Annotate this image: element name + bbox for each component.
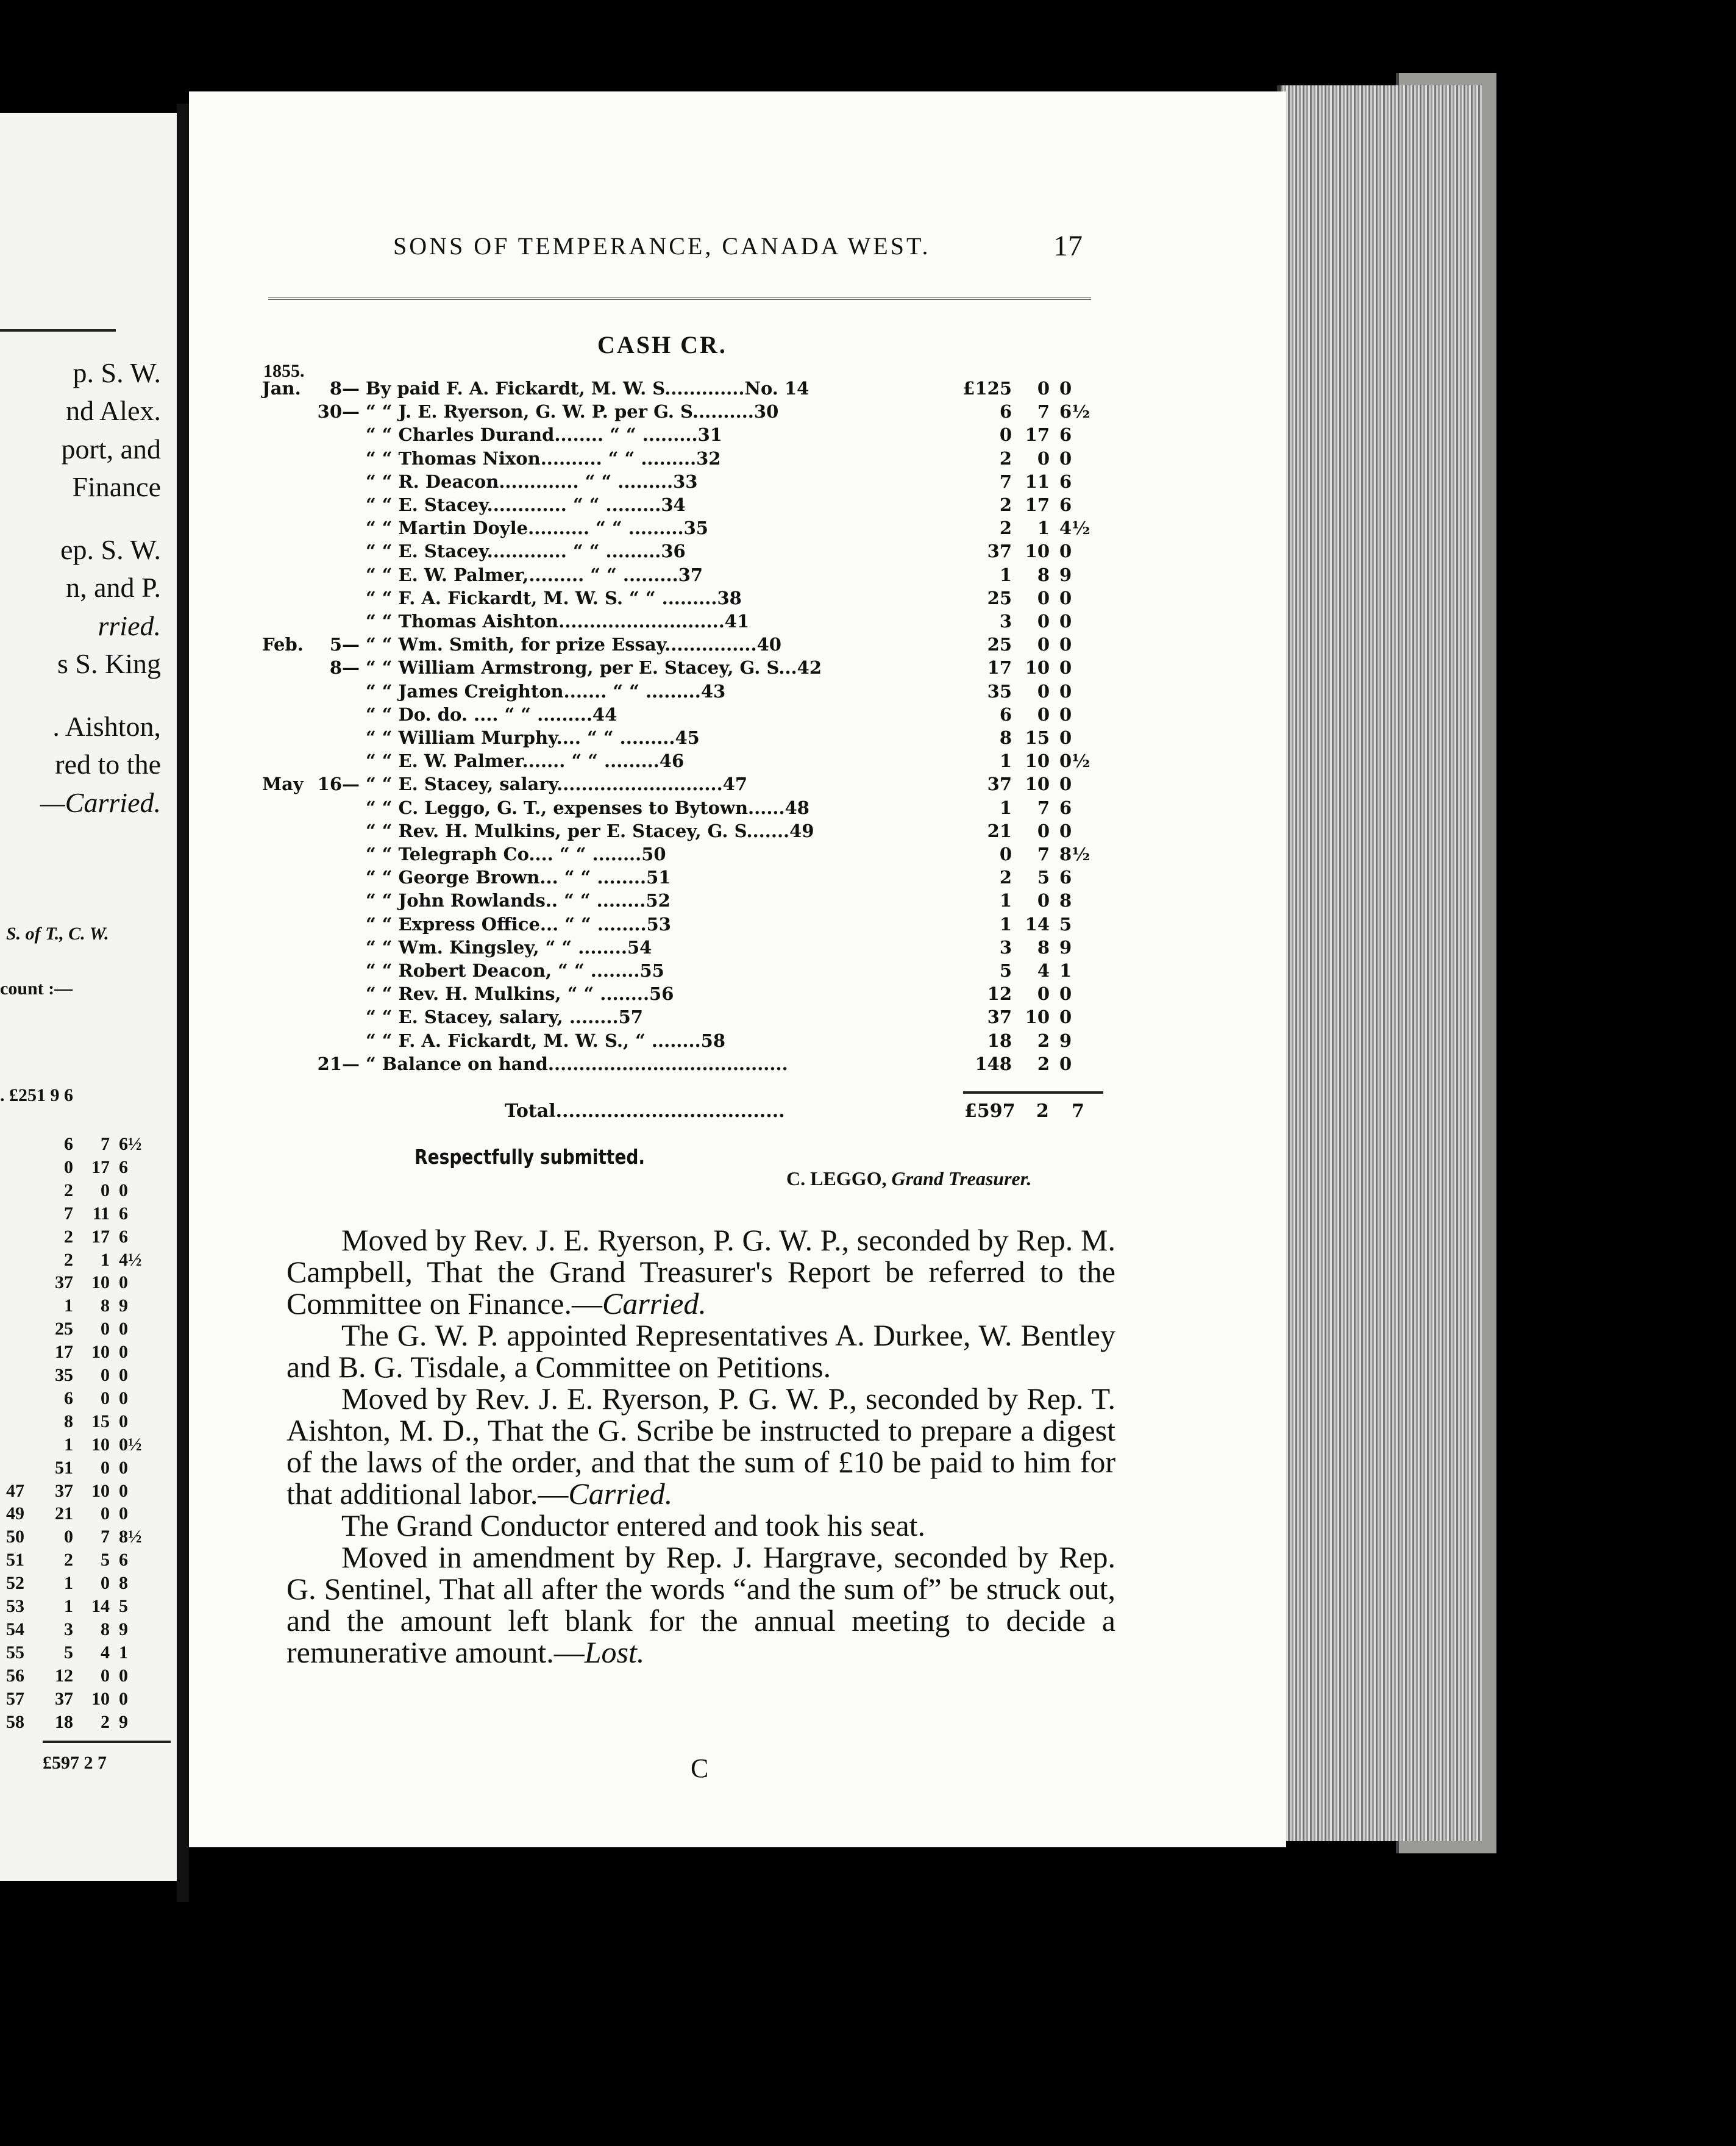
entry-description: “ “ Thomas Aishton...........................41 xyxy=(366,611,750,632)
facing-amount-cell: 6½ xyxy=(119,1134,142,1154)
facing-amount-cell: 47 xyxy=(6,1480,24,1501)
facing-amount-cell: 15 xyxy=(91,1411,110,1431)
entry-pounds: 3 xyxy=(999,611,1012,632)
facing-text-fragment: . Aishton, xyxy=(52,711,161,742)
facing-amount-cell: 8 xyxy=(101,1619,110,1639)
facing-amount-cell: 0 xyxy=(119,1480,128,1501)
entry-shillings: 0 xyxy=(1037,611,1050,632)
facing-amount-cell: 2 xyxy=(64,1249,73,1270)
entry-pence: 0 xyxy=(1059,774,1072,795)
facing-amount-cell: 18 xyxy=(55,1711,73,1732)
entry-shillings: 0 xyxy=(1037,587,1050,608)
facing-amount-cell: 17 xyxy=(55,1342,73,1363)
entry-description: “ “ F. A. Fickardt, M. W. S. “ “ .........38 xyxy=(366,587,742,608)
entry-shillings: 0 xyxy=(1037,983,1050,1005)
entry-pounds: 1 xyxy=(999,797,1012,818)
entry-description: “ “ Wm. Smith, for prize Essay...............40 xyxy=(366,634,781,655)
facing-amount-cell: 0 xyxy=(101,1365,110,1385)
entry-shillings: 0 xyxy=(1037,447,1050,469)
treasurer-title: Grand Treasurer. xyxy=(891,1167,1032,1189)
entry-day: 5— xyxy=(329,634,360,655)
entry-shillings: 10 xyxy=(1025,541,1050,562)
facing-amount-cell: 0 xyxy=(64,1527,73,1547)
facing-amount-cell: 0 xyxy=(119,1180,128,1200)
facing-amount-cell: 49 xyxy=(6,1503,24,1524)
facing-amount-cell: 35 xyxy=(55,1365,73,1385)
facing-amount-cell: 5 xyxy=(101,1550,110,1570)
facing-amount-cell: 1 xyxy=(119,1642,128,1663)
facing-amount-cell: 0 xyxy=(119,1365,128,1385)
facing-amount-cell: 0 xyxy=(119,1411,128,1431)
entry-description: “ “ Thomas Nixon.......... “ “ .........32 xyxy=(366,447,721,469)
entry-pounds: 2 xyxy=(999,867,1012,888)
facing-amount-cell: 2 xyxy=(64,1550,73,1570)
top-rule xyxy=(0,329,116,332)
entry-pounds: 0 xyxy=(999,424,1012,446)
gutter xyxy=(177,104,189,1902)
entry-description: “ “ William Murphy.... “ “ .........45 xyxy=(366,727,700,748)
entry-month: May xyxy=(262,774,304,795)
entry-shillings: 8 xyxy=(1037,936,1050,958)
entry-description: “ “ J. E. Ryerson, G. W. P. per G. S..........30 xyxy=(366,401,779,422)
entry-pence: 0 xyxy=(1059,680,1072,702)
facing-amount-cell: 5 xyxy=(119,1596,128,1616)
facing-amount-cell: 3 xyxy=(64,1619,73,1639)
header-rule xyxy=(268,298,1091,302)
facing-amount-cell: 9 xyxy=(119,1711,128,1732)
entry-pence: 0 xyxy=(1059,820,1072,841)
entry-pence: 9 xyxy=(1059,1030,1072,1051)
facing-amount-cell: 8 xyxy=(64,1411,73,1431)
entry-day: 30— xyxy=(317,401,360,422)
paragraph-text: Moved in amendment by Rep. J. Hargrave, seconded by Rep. G. Sentinel, That all after the words “and the sum of” be struck out, and the amount left blank for the annual meeting to decide a remunerative amount.— xyxy=(286,1540,1115,1669)
entry-description: “ “ R. Deacon............. “ “ .........33 xyxy=(366,471,698,492)
facing-amount-cell: 53 xyxy=(6,1596,24,1616)
entry-description: “ “ E. Stacey............. “ “ .........36 xyxy=(366,541,686,562)
entry-pounds: 37 xyxy=(987,774,1012,795)
entry-pounds: 37 xyxy=(987,1007,1012,1028)
entry-shillings: 5 xyxy=(1037,867,1050,888)
facing-first-total: . £251 9 6 xyxy=(0,1085,73,1105)
facing-amount-cell: 56 xyxy=(6,1665,24,1686)
paragraph-outcome: Carried. xyxy=(602,1286,706,1321)
entry-description: “ “ Rev. H. Mulkins, “ “ ........56 xyxy=(366,983,674,1005)
entry-shillings: 4 xyxy=(1037,960,1050,981)
facing-amount-cell: 2 xyxy=(64,1226,73,1247)
facing-text-fragment: —Carried. xyxy=(40,787,161,818)
section-title: CASH CR. xyxy=(597,331,727,358)
facing-amount-cell: 0 xyxy=(101,1503,110,1524)
facing-amount-cell: 10 xyxy=(91,1688,110,1709)
total-pounds: £597 xyxy=(964,1100,1016,1122)
entry-pence: 6 xyxy=(1059,471,1072,492)
facing-amount-cell: 51 xyxy=(55,1457,73,1478)
facing-amount-cell: 17 xyxy=(91,1226,110,1247)
facing-amount-cell: 1 xyxy=(64,1596,73,1616)
entry-description: “ “ John Rowlands.. “ “ ........52 xyxy=(366,890,671,911)
facing-amount-cell: 51 xyxy=(6,1550,24,1570)
entry-shillings: 10 xyxy=(1025,657,1050,679)
facing-text-fragment: ep. S. W. xyxy=(60,534,161,565)
facing-amount-cell: 0 xyxy=(119,1665,128,1686)
entry-description: “ “ E. Stacey, salary...........................47 xyxy=(366,774,748,795)
facing-amount-cell: 1 xyxy=(64,1296,73,1316)
entry-pounds: 8 xyxy=(999,727,1012,748)
entry-description: “ “ Do. do. .... “ “ .........44 xyxy=(366,704,617,725)
paragraph-text: The G. W. P. appointed Representatives A. Durkee, W. Bentley and B. G. Tisdale, a Committee on Petitions. xyxy=(286,1318,1115,1384)
entry-pence: 0 xyxy=(1059,1053,1072,1074)
entry-pounds: 17 xyxy=(987,657,1012,679)
entry-description: “ “ C. Leggo, G. T., expenses to Bytown......48 xyxy=(366,797,809,818)
entry-description: By paid F. A. Fickardt, M. W. S.............No. 14 xyxy=(366,378,809,399)
total-pence: 7 xyxy=(1072,1100,1084,1122)
total-rule xyxy=(963,1091,1103,1094)
entry-pounds: 21 xyxy=(987,820,1012,841)
entry-shillings: 2 xyxy=(1037,1053,1050,1074)
facing-grand-total: £597 2 7 xyxy=(43,1753,107,1773)
paragraph-text: Moved by Rev. J. E. Ryerson, P. G. W. P., seconded by Rep. T. Aishton, M. D., That the G. Scribe be instructed to prepare a digest of the laws of the order, and that the sum of £10 be paid to him for that additional labor.— xyxy=(286,1381,1115,1511)
entry-description: “ Balance on hand....................................... xyxy=(366,1053,788,1074)
entry-day: 8— xyxy=(329,378,360,399)
facing-text-fragment: s S. King xyxy=(57,648,161,679)
facing-amount-cell: 54 xyxy=(6,1619,24,1639)
facing-text-fragment: port, and xyxy=(61,433,161,465)
facing-amount-cell: 6 xyxy=(119,1157,128,1177)
entry-pounds: 1 xyxy=(999,890,1012,911)
facing-amount-cell: 0 xyxy=(101,1180,110,1200)
facing-amount-cell: 6 xyxy=(64,1134,73,1154)
entry-shillings: 0 xyxy=(1037,890,1050,911)
minutes-paragraph xyxy=(286,1510,1115,1541)
facing-amount-cell: 10 xyxy=(91,1342,110,1363)
paragraph-outcome: Lost. xyxy=(584,1635,645,1669)
entry-shillings: 0 xyxy=(1037,704,1050,725)
entry-pence: 8½ xyxy=(1059,844,1090,864)
entry-pounds: 1 xyxy=(999,750,1012,772)
entry-shillings: 8 xyxy=(1037,564,1050,585)
entry-pence: 4½ xyxy=(1059,518,1090,539)
facing-heading: S. of T., C. W. xyxy=(6,924,109,944)
entry-pence: 6 xyxy=(1059,494,1072,515)
entry-description: “ “ Robert Deacon, “ “ ........55 xyxy=(366,960,664,981)
paragraph-text: The Grand Conductor entered and took his seat. xyxy=(341,1508,926,1542)
entry-shillings: 7 xyxy=(1037,401,1050,422)
facing-amount-cell: 10 xyxy=(91,1272,110,1293)
facing-text-fragment: p. S. W. xyxy=(73,357,161,388)
facing-account-label: count :— xyxy=(0,979,73,999)
facing-amount-cell: 58 xyxy=(6,1711,24,1732)
signature-mark: C xyxy=(691,1753,709,1783)
entry-shillings: 17 xyxy=(1025,494,1050,515)
entry-pence: 0 xyxy=(1059,1007,1072,1028)
facing-amount-cell: 10 xyxy=(91,1480,110,1501)
entry-shillings: 0 xyxy=(1037,378,1050,399)
entry-pounds: £125 xyxy=(962,378,1012,399)
entry-shillings: 17 xyxy=(1025,424,1050,446)
entry-pence: 6½ xyxy=(1059,401,1090,422)
entry-pounds: 148 xyxy=(975,1053,1012,1074)
facing-amount-cell: 55 xyxy=(6,1642,24,1663)
entry-shillings: 10 xyxy=(1025,1007,1050,1028)
facing-text-fragment: red to the xyxy=(55,749,161,780)
paragraph-outcome: Carried. xyxy=(568,1477,673,1511)
facing-amount-cell: 1 xyxy=(64,1434,73,1455)
facing-amount-cell: 2 xyxy=(64,1180,73,1200)
minutes-paragraph xyxy=(286,1541,1115,1668)
facing-amount-cell: 8 xyxy=(101,1296,110,1316)
entry-shillings: 2 xyxy=(1037,1030,1050,1051)
facing-total-rule xyxy=(43,1741,171,1743)
treasurer-name: C. LEGGO, xyxy=(786,1167,887,1189)
facing-amount-cell: 0 xyxy=(119,1272,128,1293)
facing-amount-cell: 0 xyxy=(101,1457,110,1478)
entry-description: “ “ Rev. H. Mulkins, per E. Stacey, G. S.......49 xyxy=(366,820,814,841)
entry-pence: 8 xyxy=(1059,890,1072,911)
entry-shillings: 15 xyxy=(1025,727,1050,748)
entry-description: “ “ Express Office... “ “ ........53 xyxy=(366,913,671,935)
entry-description: “ “ James Creighton....... “ “ .........43 xyxy=(366,680,726,702)
facing-amount-cell: 0 xyxy=(64,1157,73,1177)
entry-pence: 9 xyxy=(1059,936,1072,958)
entry-pence: 9 xyxy=(1059,564,1072,585)
entry-pounds: 0 xyxy=(999,844,1012,864)
respectfully-submitted: Respectfully submitted. xyxy=(414,1145,646,1169)
facing-amount-cell: 21 xyxy=(55,1503,73,1524)
facing-amount-cell: 6 xyxy=(119,1203,128,1224)
total-label: Total.................................... xyxy=(505,1100,785,1122)
facing-amount-cell: 7 xyxy=(64,1203,73,1224)
entry-pounds: 18 xyxy=(987,1030,1012,1051)
entry-description: “ “ F. A. Fickardt, M. W. S., “ ........58 xyxy=(366,1030,726,1051)
entry-pence: 0 xyxy=(1059,541,1072,562)
facing-amount-cell: 37 xyxy=(55,1688,73,1709)
facing-amount-cell: 25 xyxy=(55,1319,73,1339)
facing-amount-cell: 11 xyxy=(92,1203,110,1224)
entry-pounds: 37 xyxy=(987,541,1012,562)
entry-pence: 6 xyxy=(1059,424,1072,446)
facing-amount-cell: 57 xyxy=(6,1688,24,1709)
entry-shillings: 14 xyxy=(1025,913,1050,935)
treasurer-signature xyxy=(786,1167,1031,1190)
facing-amount-cell: 17 xyxy=(91,1157,110,1177)
facing-amount-cell: 0 xyxy=(119,1388,128,1408)
entry-month: Feb. xyxy=(262,634,304,655)
facing-amount-cell: 8½ xyxy=(119,1527,142,1547)
facing-amount-cell: 0 xyxy=(101,1319,110,1339)
page-edges xyxy=(1277,85,1482,1841)
facing-amount-cell: 50 xyxy=(6,1527,24,1547)
facing-amount-cell: 0 xyxy=(101,1388,110,1408)
entry-description: “ “ Telegraph Co.... “ “ ........50 xyxy=(366,844,666,864)
entry-pence: 0 xyxy=(1059,587,1072,608)
entry-description: “ “ E. Stacey, salary, ........57 xyxy=(366,1007,643,1028)
entry-pounds: 6 xyxy=(999,401,1012,422)
facing-amount-cell: 1 xyxy=(101,1249,110,1270)
page-number: 17 xyxy=(1053,230,1083,262)
facing-amount-cell: 0 xyxy=(119,1688,128,1709)
ledger-year: 1855. xyxy=(263,361,305,381)
facing-amount-cell: 7 xyxy=(101,1527,110,1547)
entry-day: 8— xyxy=(329,657,360,679)
entry-pence: 0 xyxy=(1059,704,1072,725)
entry-pounds: 1 xyxy=(999,913,1012,935)
minutes-paragraph xyxy=(286,1224,1115,1319)
facing-text-fragment: Finance xyxy=(72,471,161,502)
entry-pounds: 2 xyxy=(999,447,1012,469)
entry-description: “ “ George Brown... “ “ ........51 xyxy=(366,867,671,888)
facing-amount-cell: 2 xyxy=(101,1711,110,1732)
entry-pence: 6 xyxy=(1059,867,1072,888)
facing-text-fragment: nd Alex. xyxy=(66,395,161,426)
entry-day: 21— xyxy=(317,1053,360,1074)
entry-day: 16— xyxy=(317,774,360,795)
entry-shillings: 10 xyxy=(1025,774,1050,795)
facing-amount-cell: 52 xyxy=(6,1573,24,1594)
facing-amount-cell: 9 xyxy=(119,1619,128,1639)
facing-amount-cell: 8 xyxy=(119,1573,128,1594)
entry-pence: 0 xyxy=(1059,378,1072,399)
entry-pence: 0½ xyxy=(1059,750,1090,772)
entry-month: Jan. xyxy=(262,378,301,399)
facing-amount-cell: 1 xyxy=(64,1573,73,1594)
entry-shillings: 10 xyxy=(1025,750,1050,772)
facing-amount-cell: 12 xyxy=(55,1665,73,1686)
entry-shillings: 7 xyxy=(1037,797,1050,818)
entry-pounds: 5 xyxy=(999,960,1012,981)
entry-shillings: 0 xyxy=(1037,820,1050,841)
facing-amount-cell: 6 xyxy=(119,1550,128,1570)
facing-amount-cell: 0½ xyxy=(119,1434,142,1455)
entry-description: “ “ E. W. Palmer....... “ “ .........46 xyxy=(366,750,685,772)
entry-pence: 1 xyxy=(1059,960,1072,981)
entry-shillings: 0 xyxy=(1037,680,1050,702)
entry-description: “ “ William Armstrong, per E. Stacey, G. S...42 xyxy=(366,657,822,679)
entry-pounds: 1 xyxy=(999,564,1012,585)
facing-amount-cell: 37 xyxy=(55,1480,73,1501)
facing-amount-cell: 37 xyxy=(55,1272,73,1293)
facing-amount-cell: 5 xyxy=(64,1642,73,1663)
facing-amount-cell: 0 xyxy=(119,1319,128,1339)
facing-amount-cell: 9 xyxy=(119,1296,128,1316)
entry-shillings: 1 xyxy=(1037,518,1050,539)
facing-text-fragment: n, and P. xyxy=(66,572,161,603)
entry-pounds: 25 xyxy=(987,634,1012,655)
facing-page-fragment xyxy=(0,113,177,1881)
entry-pounds: 7 xyxy=(999,471,1012,492)
running-header: SONS OF TEMPERANCE, CANADA WEST. xyxy=(393,232,931,260)
entry-pence: 0 xyxy=(1059,657,1072,679)
facing-amount-cell: 4½ xyxy=(119,1249,142,1270)
minutes-text xyxy=(286,1224,1115,1668)
entry-shillings: 0 xyxy=(1037,634,1050,655)
paragraph-text: Moved by Rev. J. E. Ryerson, P. G. W. P., seconded by Rep. M. Campbell, That the Grand Treasurer's Report be referred to the Committee on Finance.— xyxy=(286,1223,1115,1321)
entry-shillings: 11 xyxy=(1025,471,1050,492)
entry-pence: 0 xyxy=(1059,727,1072,748)
facing-amount-cell: 0 xyxy=(119,1342,128,1363)
entry-shillings: 7 xyxy=(1037,844,1050,864)
facing-amount-cell: 4 xyxy=(101,1642,110,1663)
facing-text-fragment: rried. xyxy=(98,610,161,641)
facing-amount-cell: 14 xyxy=(91,1596,110,1616)
facing-amount-cell: 0 xyxy=(119,1457,128,1478)
entry-pence: 0 xyxy=(1059,447,1072,469)
entry-pounds: 25 xyxy=(987,587,1012,608)
facing-amount-cell: 0 xyxy=(101,1665,110,1686)
entry-description: “ “ Charles Durand........ “ “ .........31 xyxy=(366,424,722,446)
entry-pounds: 12 xyxy=(987,983,1012,1005)
facing-amount-cell: 6 xyxy=(64,1388,73,1408)
entry-pounds: 6 xyxy=(999,704,1012,725)
entry-pounds: 2 xyxy=(999,518,1012,539)
facing-amount-cell: 0 xyxy=(119,1503,128,1524)
entry-description: “ “ Martin Doyle.......... “ “ .........35 xyxy=(366,518,708,539)
facing-amount-cell: 0 xyxy=(101,1573,110,1594)
entry-description: “ “ E. W. Palmer,......... “ “ .........37 xyxy=(366,564,703,585)
entry-pounds: 35 xyxy=(987,680,1012,702)
entry-pounds: 3 xyxy=(999,936,1012,958)
entry-pence: 0 xyxy=(1059,634,1072,655)
minutes-paragraph xyxy=(286,1383,1115,1510)
entry-description: “ “ E. Stacey............. “ “ .........34 xyxy=(366,494,686,515)
entry-pence: 5 xyxy=(1059,913,1072,935)
entry-pence: 6 xyxy=(1059,797,1072,818)
facing-amount-cell: 7 xyxy=(101,1134,110,1154)
minutes-paragraph xyxy=(286,1319,1115,1383)
total-shillings: 2 xyxy=(1036,1100,1049,1122)
entry-pence: 0 xyxy=(1059,983,1072,1005)
entry-pence: 0 xyxy=(1059,611,1072,632)
entry-description: “ “ Wm. Kingsley, “ “ ........54 xyxy=(366,936,652,958)
entry-pounds: 2 xyxy=(999,494,1012,515)
facing-amount-cell: 10 xyxy=(91,1434,110,1455)
facing-amount-cell: 6 xyxy=(119,1226,128,1247)
